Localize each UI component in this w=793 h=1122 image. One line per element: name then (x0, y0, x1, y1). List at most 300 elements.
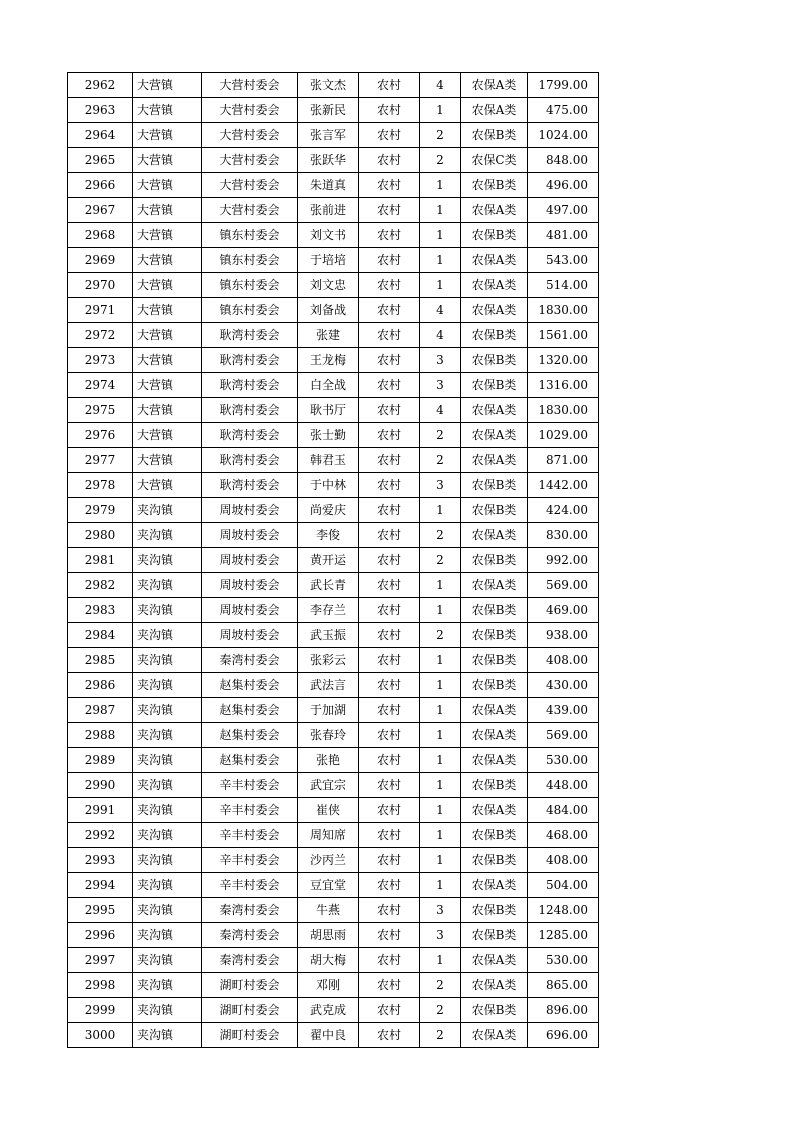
amount-cell: 1442.00 (528, 473, 599, 498)
insurance-category-cell: 农保A类 (461, 273, 528, 298)
record-number: 2990 (68, 773, 133, 798)
village-committee-cell: 辛丰村委会 (202, 873, 298, 898)
record-number: 2979 (68, 498, 133, 523)
village-committee-cell: 耿湾村委会 (202, 423, 298, 448)
village-committee-cell: 周坡村委会 (202, 523, 298, 548)
village-committee-cell: 大营村委会 (202, 148, 298, 173)
person-count-cell: 4 (420, 298, 461, 323)
household-type-cell: 农村 (359, 698, 420, 723)
household-type-cell: 农村 (359, 998, 420, 1023)
person-count-cell: 1 (420, 573, 461, 598)
record-number: 2995 (68, 898, 133, 923)
insurance-category-cell: 农保C类 (461, 148, 528, 173)
table-row (68, 198, 599, 223)
record-number: 2983 (68, 598, 133, 623)
table-row (68, 223, 599, 248)
record-number: 2964 (68, 123, 133, 148)
amount-cell: 1320.00 (528, 348, 599, 373)
town-cell: 大营镇 (133, 248, 202, 273)
amount-cell: 475.00 (528, 98, 599, 123)
records-table (67, 72, 599, 1048)
records-table-body (68, 73, 599, 1048)
insurance-category-cell: 农保B类 (461, 998, 528, 1023)
insurance-category-cell: 农保B类 (461, 773, 528, 798)
household-type-cell: 农村 (359, 423, 420, 448)
person-count-cell: 2 (420, 973, 461, 998)
village-committee-cell: 周坡村委会 (202, 598, 298, 623)
household-type-cell: 农村 (359, 748, 420, 773)
household-type-cell: 农村 (359, 773, 420, 798)
name-cell: 张新民 (298, 98, 359, 123)
household-type-cell: 农村 (359, 173, 420, 198)
town-cell: 大营镇 (133, 73, 202, 98)
village-committee-cell: 耿湾村委会 (202, 323, 298, 348)
amount-cell: 497.00 (528, 198, 599, 223)
village-committee-cell: 镇东村委会 (202, 223, 298, 248)
person-count-cell: 1 (420, 248, 461, 273)
record-number: 3000 (68, 1023, 133, 1048)
name-cell: 韩君玉 (298, 448, 359, 473)
town-cell: 夹沟镇 (133, 773, 202, 798)
town-cell: 夹沟镇 (133, 898, 202, 923)
village-committee-cell: 大营村委会 (202, 198, 298, 223)
table-row (68, 898, 599, 923)
household-type-cell: 农村 (359, 448, 420, 473)
insurance-category-cell: 农保A类 (461, 1023, 528, 1048)
name-cell: 张文杰 (298, 73, 359, 98)
town-cell: 大营镇 (133, 173, 202, 198)
town-cell: 大营镇 (133, 98, 202, 123)
person-count-cell: 1 (420, 498, 461, 523)
name-cell: 胡大梅 (298, 948, 359, 973)
person-count-cell: 1 (420, 873, 461, 898)
village-committee-cell: 辛丰村委会 (202, 773, 298, 798)
household-type-cell: 农村 (359, 573, 420, 598)
record-number: 2982 (68, 573, 133, 598)
amount-cell: 1285.00 (528, 923, 599, 948)
village-committee-cell: 周坡村委会 (202, 573, 298, 598)
person-count-cell: 3 (420, 373, 461, 398)
town-cell: 大营镇 (133, 273, 202, 298)
household-type-cell: 农村 (359, 98, 420, 123)
name-cell: 武长青 (298, 573, 359, 598)
table-row (68, 848, 599, 873)
village-committee-cell: 镇东村委会 (202, 298, 298, 323)
town-cell: 大营镇 (133, 298, 202, 323)
amount-cell: 1561.00 (528, 323, 599, 348)
insurance-category-cell: 农保A类 (461, 448, 528, 473)
village-committee-cell: 大营村委会 (202, 173, 298, 198)
amount-cell: 408.00 (528, 848, 599, 873)
insurance-category-cell: 农保A类 (461, 423, 528, 448)
name-cell: 张春玲 (298, 723, 359, 748)
town-cell: 大营镇 (133, 323, 202, 348)
amount-cell: 424.00 (528, 498, 599, 523)
household-type-cell: 农村 (359, 223, 420, 248)
village-committee-cell: 辛丰村委会 (202, 848, 298, 873)
person-count-cell: 1 (420, 648, 461, 673)
town-cell: 大营镇 (133, 398, 202, 423)
amount-cell: 530.00 (528, 748, 599, 773)
insurance-category-cell: 农保B类 (461, 548, 528, 573)
table-row (68, 73, 599, 98)
household-type-cell: 农村 (359, 73, 420, 98)
village-committee-cell: 赵集村委会 (202, 673, 298, 698)
table-row (68, 298, 599, 323)
table-row (68, 548, 599, 573)
town-cell: 夹沟镇 (133, 498, 202, 523)
record-number: 2991 (68, 798, 133, 823)
name-cell: 张前进 (298, 198, 359, 223)
village-committee-cell: 赵集村委会 (202, 723, 298, 748)
village-committee-cell: 秦湾村委会 (202, 648, 298, 673)
insurance-category-cell: 农保B类 (461, 598, 528, 623)
name-cell: 崔侠 (298, 798, 359, 823)
name-cell: 尚爱庆 (298, 498, 359, 523)
village-committee-cell: 周坡村委会 (202, 623, 298, 648)
amount-cell: 1029.00 (528, 423, 599, 448)
town-cell: 夹沟镇 (133, 723, 202, 748)
town-cell: 大营镇 (133, 348, 202, 373)
insurance-category-cell: 农保B类 (461, 223, 528, 248)
town-cell: 夹沟镇 (133, 673, 202, 698)
village-committee-cell: 辛丰村委会 (202, 798, 298, 823)
person-count-cell: 1 (420, 948, 461, 973)
town-cell: 大营镇 (133, 373, 202, 398)
record-number: 2962 (68, 73, 133, 98)
person-count-cell: 1 (420, 773, 461, 798)
insurance-category-cell: 农保A类 (461, 948, 528, 973)
person-count-cell: 1 (420, 823, 461, 848)
village-committee-cell: 耿湾村委会 (202, 448, 298, 473)
table-row (68, 323, 599, 348)
amount-cell: 469.00 (528, 598, 599, 623)
amount-cell: 1830.00 (528, 298, 599, 323)
town-cell: 夹沟镇 (133, 598, 202, 623)
amount-cell: 408.00 (528, 648, 599, 673)
record-number: 2985 (68, 648, 133, 673)
table-row (68, 923, 599, 948)
table-row (68, 623, 599, 648)
household-type-cell: 农村 (359, 148, 420, 173)
name-cell: 刘备战 (298, 298, 359, 323)
amount-cell: 1316.00 (528, 373, 599, 398)
table-row (68, 723, 599, 748)
amount-cell: 569.00 (528, 573, 599, 598)
town-cell: 夹沟镇 (133, 748, 202, 773)
table-row (68, 873, 599, 898)
household-type-cell: 农村 (359, 673, 420, 698)
amount-cell: 543.00 (528, 248, 599, 273)
town-cell: 大营镇 (133, 473, 202, 498)
household-type-cell: 农村 (359, 923, 420, 948)
table-row (68, 598, 599, 623)
household-type-cell: 农村 (359, 648, 420, 673)
insurance-category-cell: 农保A类 (461, 198, 528, 223)
name-cell: 翟中良 (298, 1023, 359, 1048)
record-number: 2967 (68, 198, 133, 223)
insurance-category-cell: 农保A类 (461, 573, 528, 598)
name-cell: 张跃华 (298, 148, 359, 173)
record-number: 2987 (68, 698, 133, 723)
record-number: 2988 (68, 723, 133, 748)
household-type-cell: 农村 (359, 1023, 420, 1048)
person-count-cell: 2 (420, 998, 461, 1023)
table-row (68, 823, 599, 848)
town-cell: 夹沟镇 (133, 698, 202, 723)
town-cell: 夹沟镇 (133, 973, 202, 998)
person-count-cell: 1 (420, 848, 461, 873)
table-row (68, 573, 599, 598)
record-number: 2978 (68, 473, 133, 498)
insurance-category-cell: 农保B类 (461, 348, 528, 373)
village-committee-cell: 周坡村委会 (202, 548, 298, 573)
record-number: 2974 (68, 373, 133, 398)
record-number: 2972 (68, 323, 133, 348)
name-cell: 李俊 (298, 523, 359, 548)
insurance-category-cell: 农保A类 (461, 973, 528, 998)
insurance-category-cell: 农保B类 (461, 323, 528, 348)
record-number: 2989 (68, 748, 133, 773)
amount-cell: 430.00 (528, 673, 599, 698)
town-cell: 夹沟镇 (133, 523, 202, 548)
name-cell: 白全战 (298, 373, 359, 398)
name-cell: 武法言 (298, 673, 359, 698)
insurance-category-cell: 农保A类 (461, 798, 528, 823)
amount-cell: 569.00 (528, 723, 599, 748)
town-cell: 夹沟镇 (133, 548, 202, 573)
town-cell: 夹沟镇 (133, 998, 202, 1023)
person-count-cell: 2 (420, 523, 461, 548)
person-count-cell: 3 (420, 473, 461, 498)
amount-cell: 896.00 (528, 998, 599, 1023)
amount-cell: 496.00 (528, 173, 599, 198)
name-cell: 武克成 (298, 998, 359, 1023)
town-cell: 大营镇 (133, 123, 202, 148)
village-committee-cell: 耿湾村委会 (202, 373, 298, 398)
amount-cell: 530.00 (528, 948, 599, 973)
town-cell: 大营镇 (133, 148, 202, 173)
household-type-cell: 农村 (359, 823, 420, 848)
insurance-category-cell: 农保B类 (461, 923, 528, 948)
name-cell: 于加湖 (298, 698, 359, 723)
name-cell: 邓刚 (298, 973, 359, 998)
table-row (68, 773, 599, 798)
person-count-cell: 4 (420, 398, 461, 423)
record-number: 2963 (68, 98, 133, 123)
name-cell: 耿书厅 (298, 398, 359, 423)
name-cell: 王龙梅 (298, 348, 359, 373)
town-cell: 大营镇 (133, 223, 202, 248)
table-row (68, 798, 599, 823)
insurance-category-cell: 农保A类 (461, 873, 528, 898)
person-count-cell: 2 (420, 623, 461, 648)
table-row (68, 248, 599, 273)
record-number: 2977 (68, 448, 133, 473)
insurance-category-cell: 农保A类 (461, 723, 528, 748)
record-number: 2970 (68, 273, 133, 298)
amount-cell: 468.00 (528, 823, 599, 848)
table-row (68, 948, 599, 973)
insurance-category-cell: 农保A类 (461, 298, 528, 323)
name-cell: 李存兰 (298, 598, 359, 623)
household-type-cell: 农村 (359, 598, 420, 623)
name-cell: 于中林 (298, 473, 359, 498)
table-row (68, 648, 599, 673)
record-number: 2973 (68, 348, 133, 373)
table-row (68, 173, 599, 198)
table-row (68, 748, 599, 773)
household-type-cell: 农村 (359, 973, 420, 998)
table-row (68, 698, 599, 723)
town-cell: 夹沟镇 (133, 873, 202, 898)
village-committee-cell: 秦湾村委会 (202, 923, 298, 948)
town-cell: 夹沟镇 (133, 1023, 202, 1048)
amount-cell: 1799.00 (528, 73, 599, 98)
person-count-cell: 2 (420, 148, 461, 173)
person-count-cell: 1 (420, 598, 461, 623)
person-count-cell: 1 (420, 198, 461, 223)
village-committee-cell: 秦湾村委会 (202, 898, 298, 923)
amount-cell: 830.00 (528, 523, 599, 548)
name-cell: 刘文书 (298, 223, 359, 248)
household-type-cell: 农村 (359, 548, 420, 573)
insurance-category-cell: 农保B类 (461, 673, 528, 698)
record-number: 2997 (68, 948, 133, 973)
town-cell: 夹沟镇 (133, 573, 202, 598)
person-count-cell: 1 (420, 748, 461, 773)
insurance-category-cell: 农保B类 (461, 848, 528, 873)
person-count-cell: 1 (420, 673, 461, 698)
household-type-cell: 农村 (359, 498, 420, 523)
person-count-cell: 3 (420, 923, 461, 948)
household-type-cell: 农村 (359, 873, 420, 898)
person-count-cell: 2 (420, 123, 461, 148)
household-type-cell: 农村 (359, 473, 420, 498)
amount-cell: 1024.00 (528, 123, 599, 148)
insurance-category-cell: 农保B类 (461, 373, 528, 398)
village-committee-cell: 湖町村委会 (202, 973, 298, 998)
amount-cell: 439.00 (528, 698, 599, 723)
table-row (68, 373, 599, 398)
village-committee-cell: 湖町村委会 (202, 1023, 298, 1048)
name-cell: 朱道真 (298, 173, 359, 198)
table-row (68, 148, 599, 173)
amount-cell: 484.00 (528, 798, 599, 823)
town-cell: 夹沟镇 (133, 798, 202, 823)
table-row (68, 423, 599, 448)
record-number: 2976 (68, 423, 133, 448)
table-row (68, 1023, 599, 1048)
table-row (68, 673, 599, 698)
household-type-cell: 农村 (359, 298, 420, 323)
person-count-cell: 2 (420, 448, 461, 473)
amount-cell: 1830.00 (528, 398, 599, 423)
name-cell: 豆宜堂 (298, 873, 359, 898)
name-cell: 武玉振 (298, 623, 359, 648)
name-cell: 张士勤 (298, 423, 359, 448)
household-type-cell: 农村 (359, 798, 420, 823)
person-count-cell: 3 (420, 348, 461, 373)
name-cell: 武宜宗 (298, 773, 359, 798)
village-committee-cell: 镇东村委会 (202, 273, 298, 298)
village-committee-cell: 大营村委会 (202, 73, 298, 98)
person-count-cell: 1 (420, 173, 461, 198)
table-row (68, 523, 599, 548)
village-committee-cell: 耿湾村委会 (202, 398, 298, 423)
record-number: 2981 (68, 548, 133, 573)
amount-cell: 938.00 (528, 623, 599, 648)
insurance-category-cell: 农保A类 (461, 398, 528, 423)
amount-cell: 481.00 (528, 223, 599, 248)
table-row (68, 348, 599, 373)
record-number: 2999 (68, 998, 133, 1023)
table-row (68, 448, 599, 473)
record-number: 2980 (68, 523, 133, 548)
record-number: 2965 (68, 148, 133, 173)
household-type-cell: 农村 (359, 523, 420, 548)
record-number: 2966 (68, 173, 133, 198)
household-type-cell: 农村 (359, 348, 420, 373)
person-count-cell: 1 (420, 223, 461, 248)
record-number: 2992 (68, 823, 133, 848)
village-committee-cell: 周坡村委会 (202, 498, 298, 523)
insurance-category-cell: 农保A类 (461, 98, 528, 123)
person-count-cell: 2 (420, 1023, 461, 1048)
household-type-cell: 农村 (359, 123, 420, 148)
household-type-cell: 农村 (359, 198, 420, 223)
name-cell: 牛燕 (298, 898, 359, 923)
town-cell: 夹沟镇 (133, 648, 202, 673)
village-committee-cell: 大营村委会 (202, 98, 298, 123)
person-count-cell: 3 (420, 898, 461, 923)
insurance-category-cell: 农保B类 (461, 823, 528, 848)
name-cell: 张言军 (298, 123, 359, 148)
village-committee-cell: 秦湾村委会 (202, 948, 298, 973)
person-count-cell: 4 (420, 73, 461, 98)
record-number: 2996 (68, 923, 133, 948)
insurance-category-cell: 农保B类 (461, 173, 528, 198)
village-committee-cell: 辛丰村委会 (202, 823, 298, 848)
record-number: 2969 (68, 248, 133, 273)
village-committee-cell: 镇东村委会 (202, 248, 298, 273)
record-number: 2994 (68, 873, 133, 898)
village-committee-cell: 耿湾村委会 (202, 348, 298, 373)
table-row (68, 98, 599, 123)
table-row (68, 473, 599, 498)
town-cell: 大营镇 (133, 198, 202, 223)
household-type-cell: 农村 (359, 248, 420, 273)
amount-cell: 448.00 (528, 773, 599, 798)
table-row (68, 498, 599, 523)
record-number: 2968 (68, 223, 133, 248)
village-committee-cell: 赵集村委会 (202, 698, 298, 723)
record-number: 2975 (68, 398, 133, 423)
village-committee-cell: 大营村委会 (202, 123, 298, 148)
village-committee-cell: 湖町村委会 (202, 998, 298, 1023)
record-number: 2998 (68, 973, 133, 998)
person-count-cell: 1 (420, 798, 461, 823)
name-cell: 于培培 (298, 248, 359, 273)
insurance-category-cell: 农保B类 (461, 898, 528, 923)
town-cell: 夹沟镇 (133, 823, 202, 848)
town-cell: 夹沟镇 (133, 848, 202, 873)
amount-cell: 871.00 (528, 448, 599, 473)
person-count-cell: 1 (420, 698, 461, 723)
insurance-category-cell: 农保B类 (461, 123, 528, 148)
record-number: 2971 (68, 298, 133, 323)
name-cell: 黄开运 (298, 548, 359, 573)
